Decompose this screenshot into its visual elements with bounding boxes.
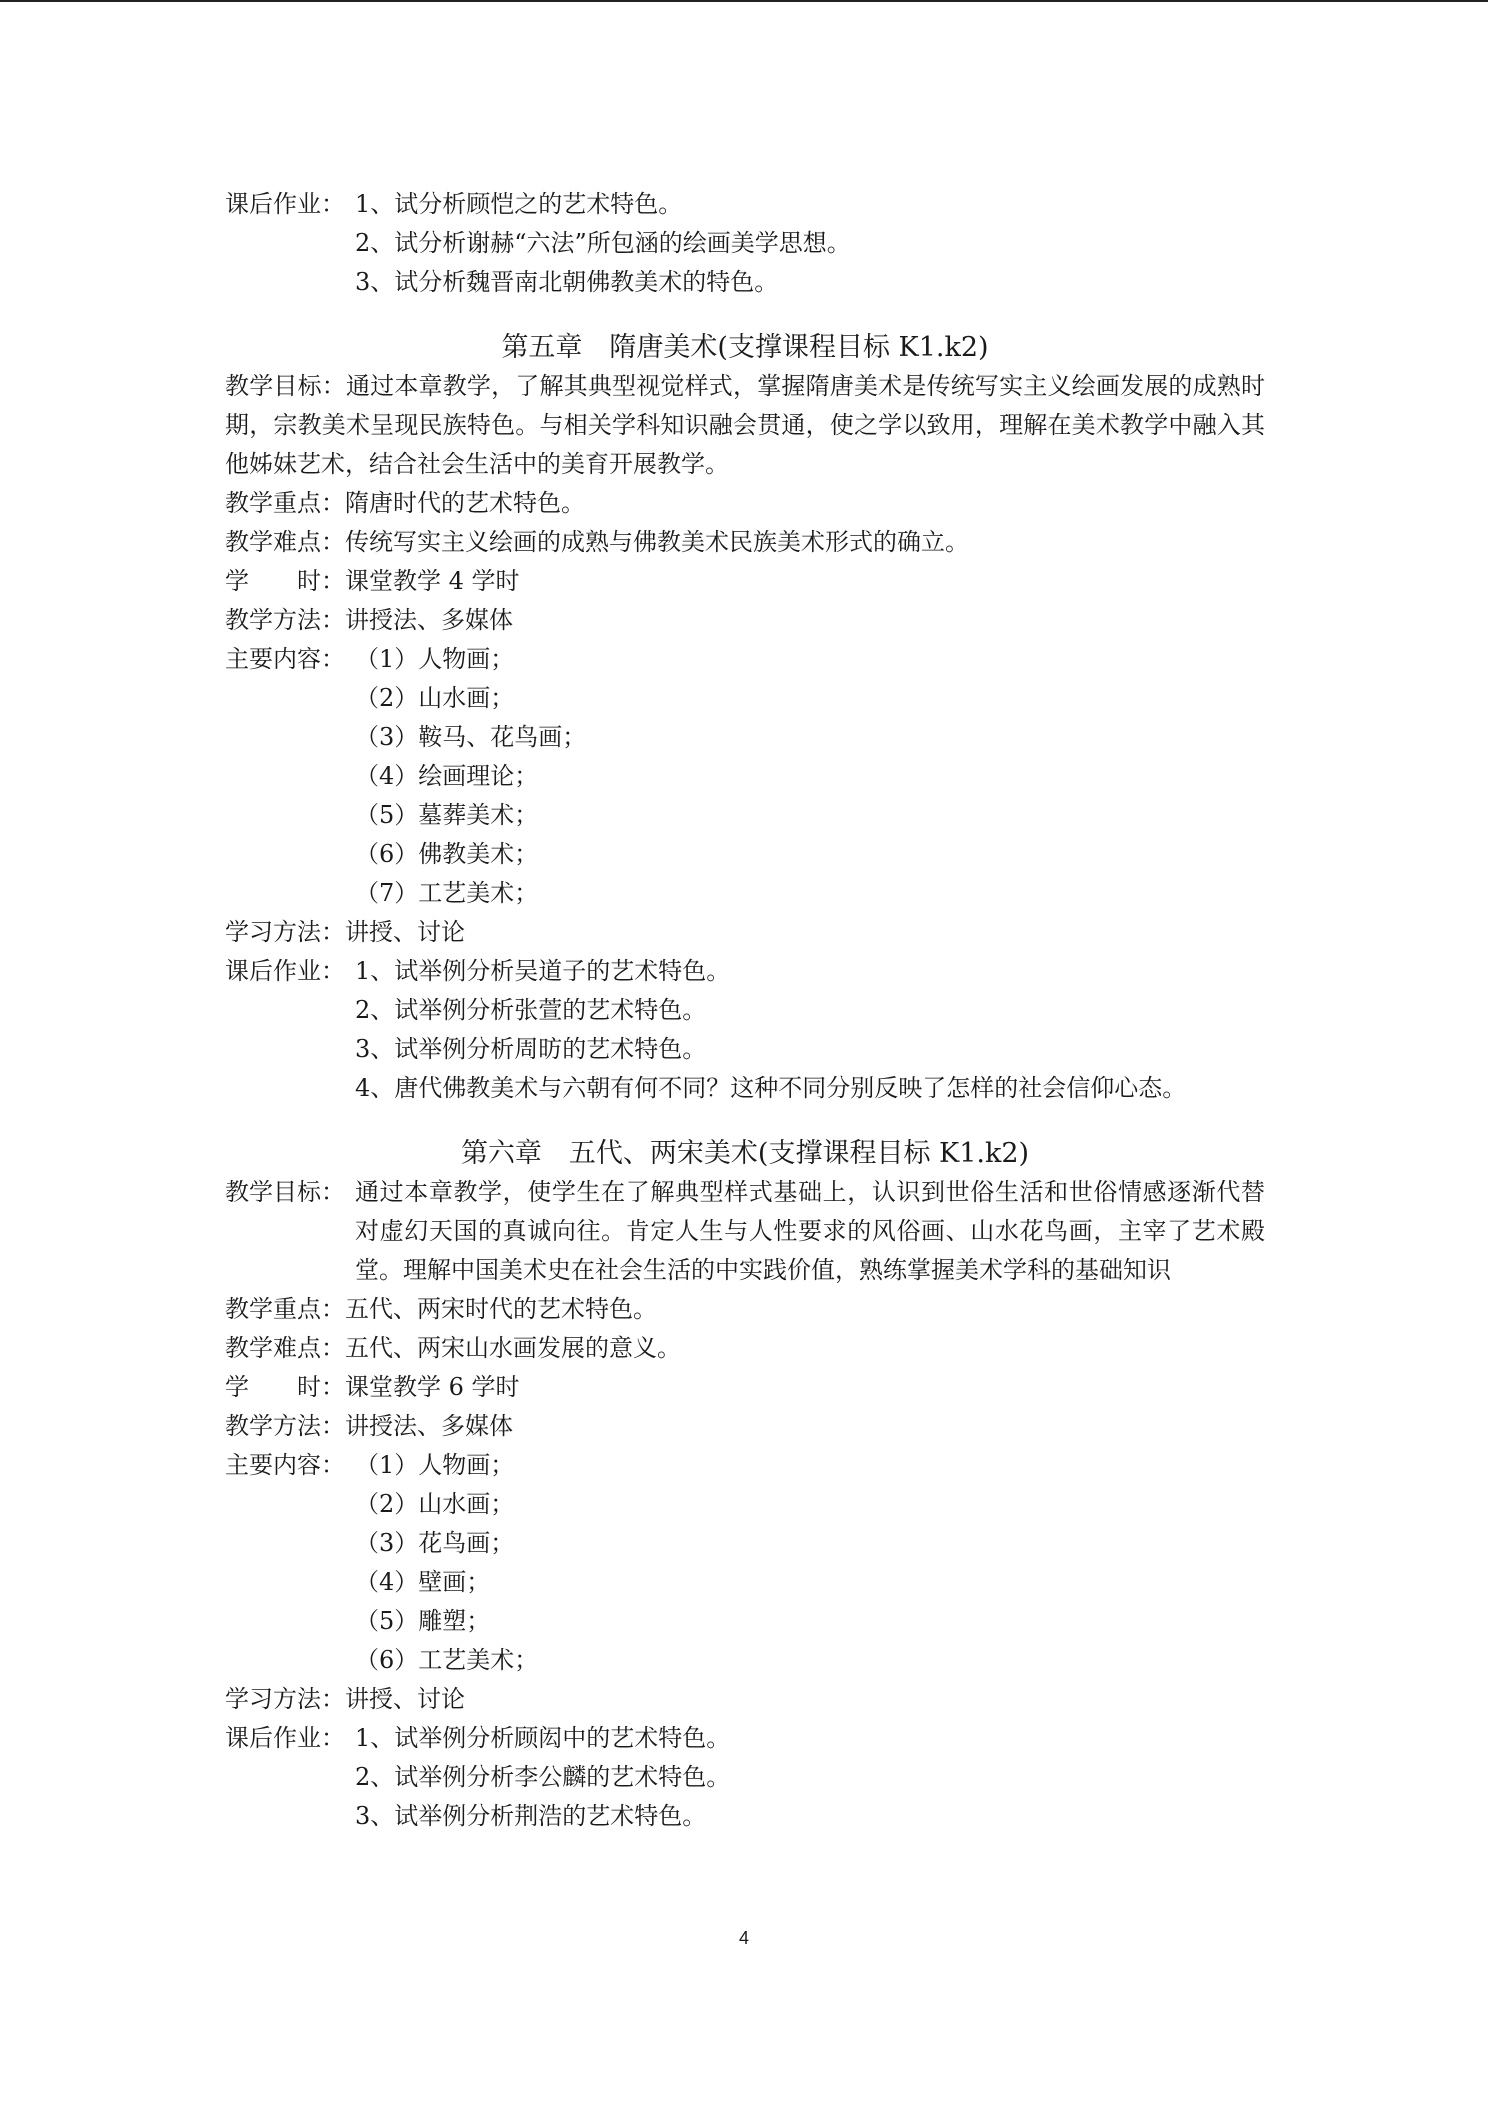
chapter6-key-point: 教学重点：五代、两宋时代的艺术特色。	[225, 1295, 657, 1323]
chapter6-content-2: （2）山水画；	[355, 1490, 515, 1518]
page-number: 4	[738, 1928, 749, 1948]
content-item: （1）人物画；	[355, 645, 515, 673]
content-label: 主要内容：	[225, 1451, 345, 1479]
chapter6-content-4: （4）壁画；	[355, 1568, 491, 1596]
homework-label: 课后作业：	[225, 1724, 345, 1752]
homework-label: 课后作业：	[225, 957, 345, 985]
page-content	[225, 185, 1265, 1836]
goal-body: 通过本章教学，使学生在了解典型样式基础上，认识到世俗生活和世俗情感逐渐代替对虚幻天国的真诚向往。肯定人生与人性要求的风俗画、山水花鸟画，主宰了艺术殿堂。理解中国美术史在社会生活的中实践价值，熟练掌握美术学科的基础知识	[355, 1178, 1265, 1284]
content-item: （1）人物画；	[355, 1451, 515, 1479]
chapter5-method: 教学方法：讲授法、多媒体	[225, 606, 513, 634]
chapter5-study-method: 学习方法：讲授、讨论	[225, 918, 465, 946]
chapter6-study-method: 学习方法：讲授、讨论	[225, 1685, 465, 1713]
chapter6-homework-3: 3、试举例分析荆浩的艺术特色。	[355, 1802, 707, 1830]
chapter6-goal	[225, 1173, 1265, 1290]
chapter6-homework-1	[225, 1719, 1265, 1758]
section4-homework-2: 2、试分析谢赫“六法”所包涵的绘画美学思想。	[355, 229, 851, 257]
chapter5-goal: 教学目标：通过本章教学，了解其典型视觉样式，掌握隋唐美术是传统写实主义绘画发展的成熟时期，宗教美术呈现民族特色。与相关学科知识融会贯通，使之学以致用，理解在美术教学中融入其他姊妹艺术，结合社会生活中的美育开展教学。	[225, 372, 1265, 478]
chapter5-content-7: （7）工艺美术；	[355, 879, 539, 907]
content-label: 主要内容：	[225, 645, 345, 673]
chapter5-content-3: （3）鞍马、花鸟画；	[355, 723, 587, 751]
chapter6-content-3: （3）花鸟画；	[355, 1529, 515, 1557]
chapter6-title: 第六章 五代、两宋美术(支撑课程目标 K1.k2)	[460, 1138, 1030, 1169]
chapter6-method: 教学方法：讲授法、多媒体	[225, 1412, 513, 1440]
homework-item: 1、试举例分析吴道子的艺术特色。	[355, 957, 731, 985]
chapter5-content-1	[225, 640, 1265, 679]
chapter6-content-1	[225, 1446, 1265, 1485]
chapter6-content-6: （6）工艺美术；	[355, 1646, 539, 1674]
section4-homework-3: 3、试分析魏晋南北朝佛教美术的特色。	[355, 268, 779, 296]
chapter5-homework-2: 2、试举例分析张萱的艺术特色。	[355, 996, 707, 1024]
goal-label: 教学目标：	[225, 1178, 345, 1206]
chapter5-homework-3: 3、试举例分析周昉的艺术特色。	[355, 1035, 707, 1063]
homework-label: 课后作业：	[225, 190, 345, 218]
chapter6-hours: 学 时：课堂教学 6 学时	[225, 1373, 520, 1401]
section4-homework-1	[225, 185, 1265, 224]
chapter5-content-6: （6）佛教美术；	[355, 840, 539, 868]
chapter6-difficulty: 教学难点：五代、两宋山水画发展的意义。	[225, 1334, 681, 1362]
chapter5-difficulty: 教学难点：传统写实主义绘画的成熟与佛教美术民族美术形式的确立。	[225, 528, 969, 556]
chapter5-hours: 学 时：课堂教学 4 学时	[225, 567, 520, 595]
chapter6-content-5: （5）雕塑；	[355, 1607, 491, 1635]
homework-item: 1、试分析顾恺之的艺术特色。	[355, 190, 683, 218]
chapter5-title: 第五章 隋唐美术(支撑课程目标 K1.k2)	[501, 332, 989, 363]
chapter5-content-4: （4）绘画理论；	[355, 762, 539, 790]
chapter5-homework-4: 4、唐代佛教美术与六朝有何不同？这种不同分别反映了怎样的社会信仰心态。	[355, 1074, 1187, 1102]
chapter6-homework-2: 2、试举例分析李公麟的艺术特色。	[355, 1763, 731, 1791]
chapter5-content-2: （2）山水画；	[355, 684, 515, 712]
chapter5-homework-1	[225, 952, 1265, 991]
homework-item: 1、试举例分析顾闳中的艺术特色。	[355, 1724, 731, 1752]
chapter5-content-5: （5）墓葬美术；	[355, 801, 539, 829]
chapter5-key-point: 教学重点：隋唐时代的艺术特色。	[225, 489, 585, 517]
